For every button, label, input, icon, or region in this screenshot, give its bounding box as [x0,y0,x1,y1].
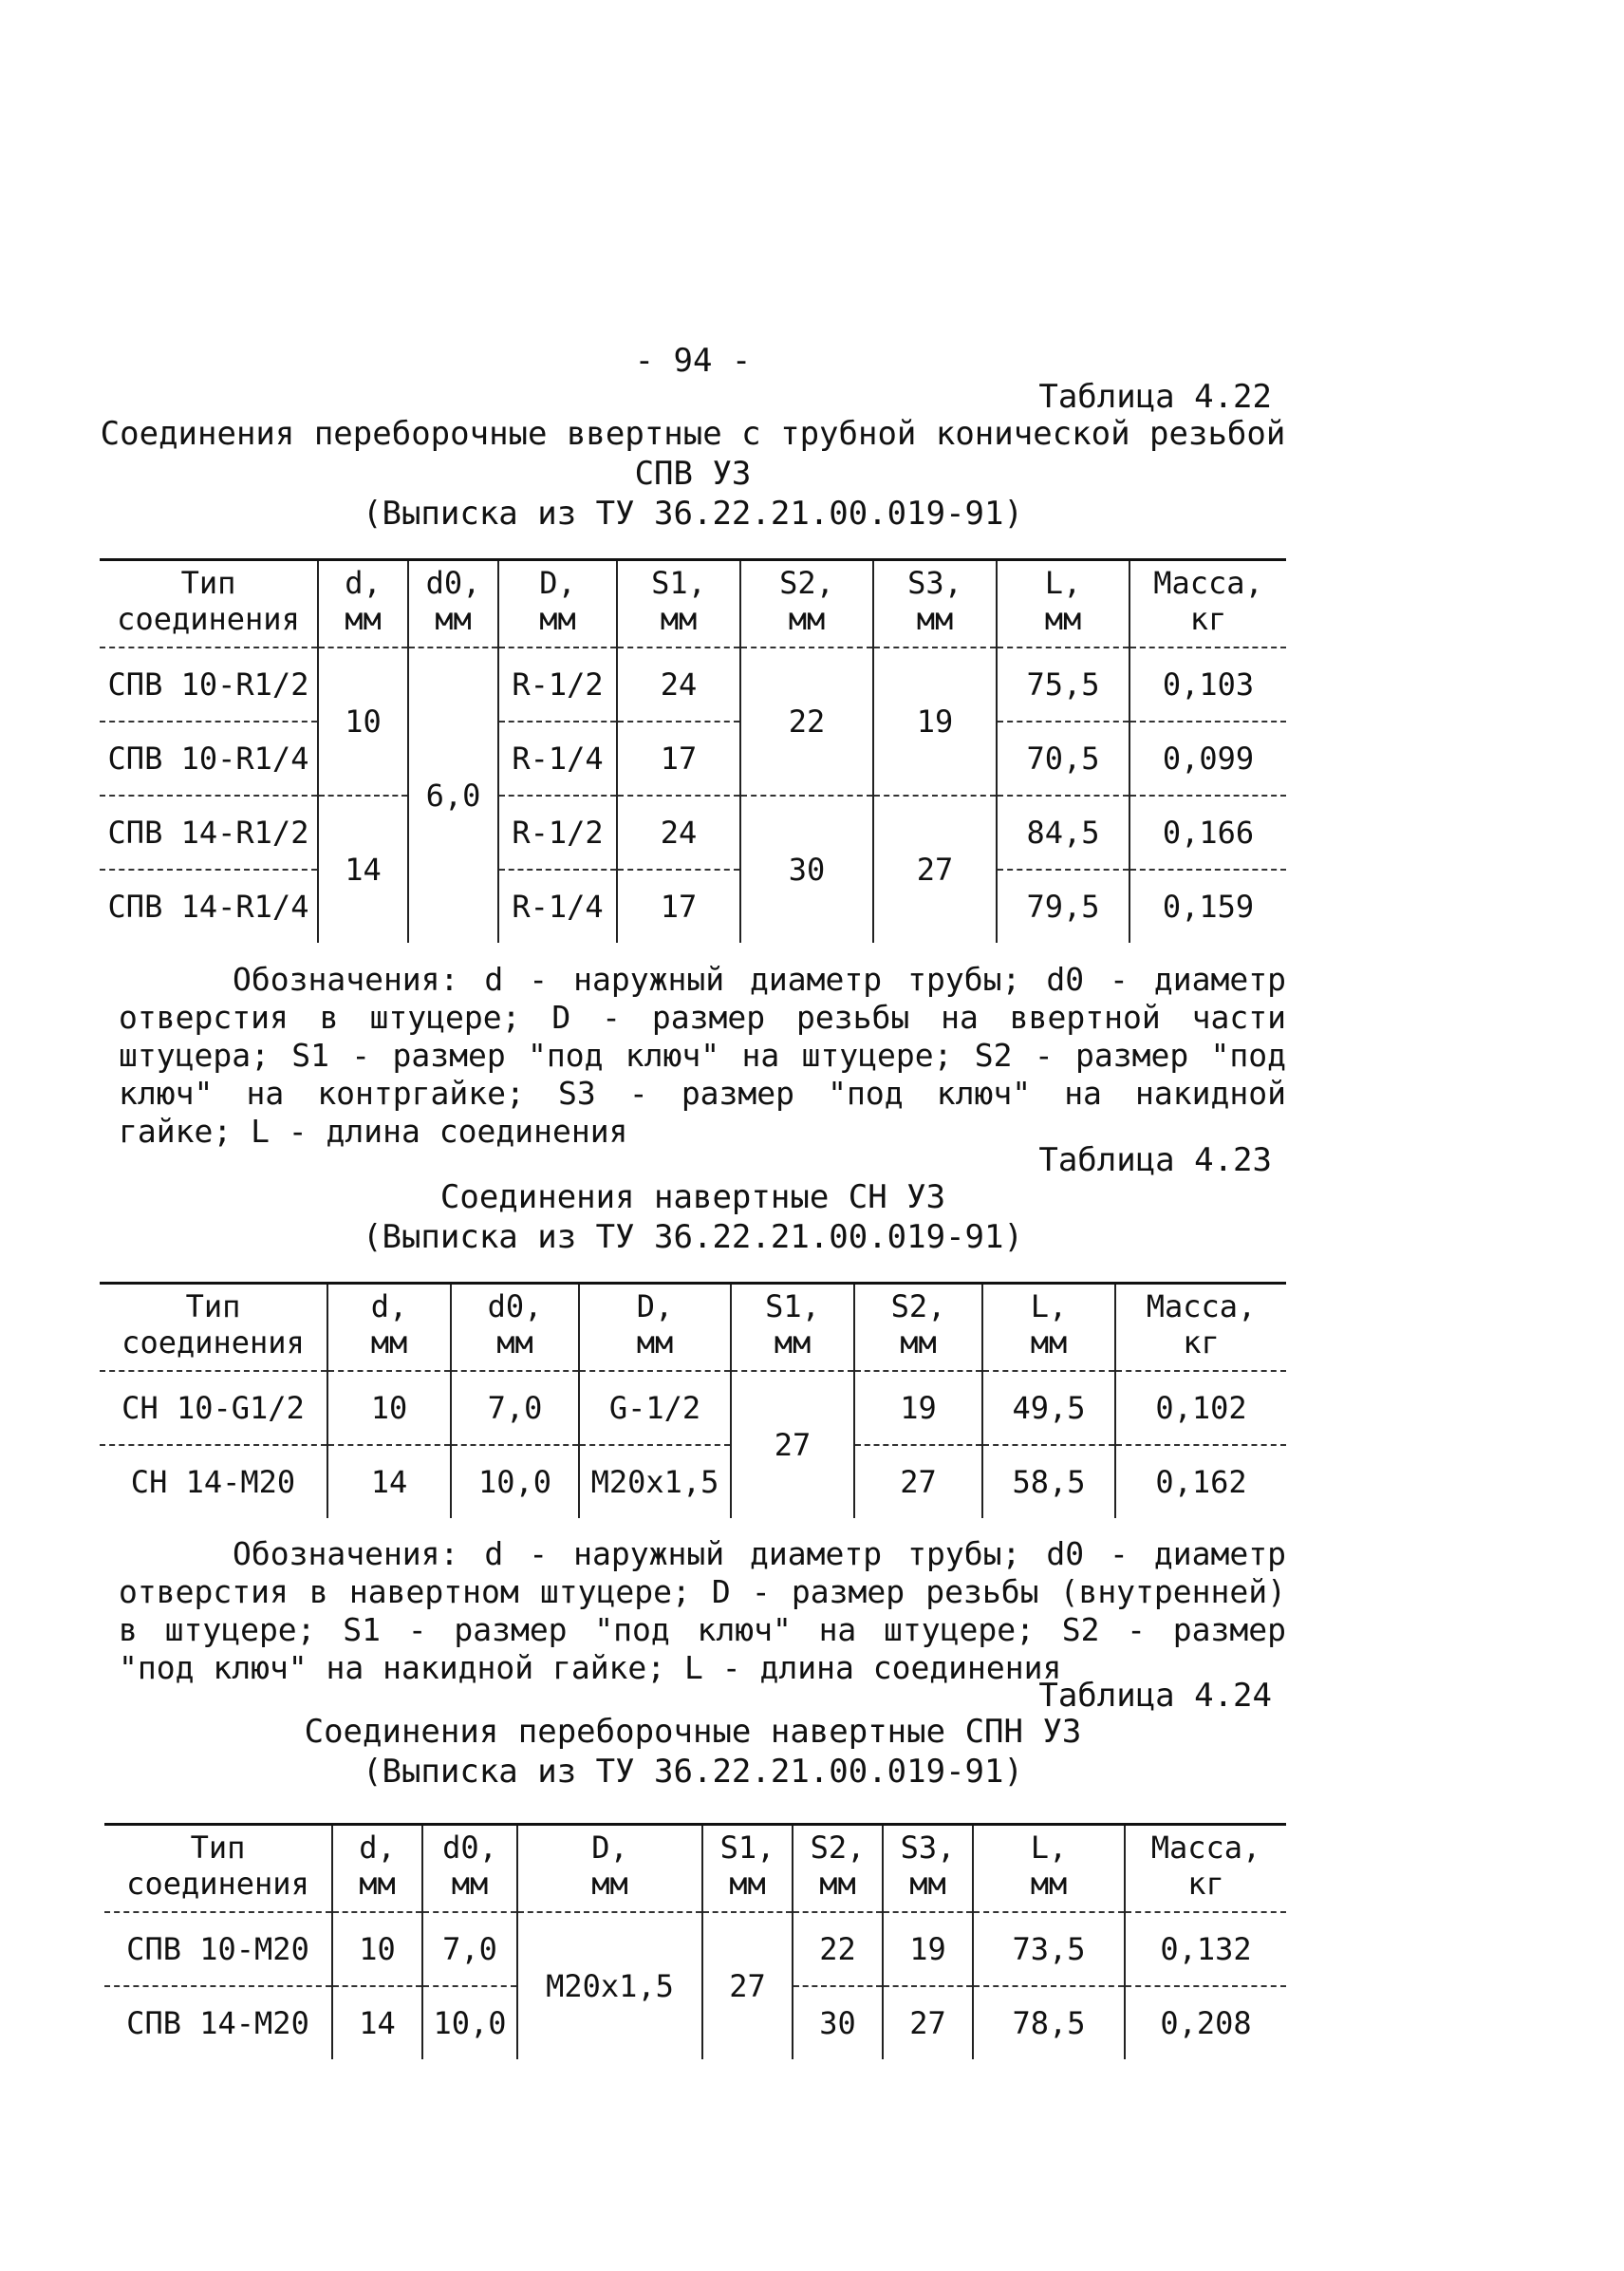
cell-D: М20х1,5 [517,1912,702,2059]
table-row [100,648,1286,722]
table-4-22 [100,558,1286,943]
cell-mass: 0,159 [1129,870,1286,943]
col-unit-d: мм [332,1866,422,1912]
col-header-type: Тип [100,560,318,602]
cell-d: 10 [332,1912,422,1986]
cell-d: 14 [318,796,408,943]
cell-mass: 0,099 [1129,722,1286,796]
col-header-d: d, [327,1284,451,1325]
col-unit-type: соединения [100,1324,327,1371]
table-title-line: Соединения переборочные ввертные с трубной конической резьбой [100,415,1286,453]
col-header-d0: d0, [451,1284,579,1325]
cell-mass: 0,162 [1115,1445,1286,1518]
cell-D: R-1/2 [498,796,617,870]
table-row [100,1445,1286,1518]
cell-S2: 22 [793,1912,883,1986]
table-title-line: (Выписка из ТУ 36.22.21.00.019-91) [363,1753,1023,1791]
col-unit-d: мм [327,1324,451,1371]
col-unit-mass: кг [1125,1866,1286,1912]
cell-d0: 10,0 [451,1445,579,1518]
col-header-S2: S2, [793,1825,883,1867]
col-unit-L: мм [997,601,1129,648]
cell-mass: 0,208 [1125,1986,1286,2059]
col-header-type: Тип [100,1284,327,1325]
cell-d0: 6,0 [408,648,498,943]
col-header-S2: S2, [740,560,873,602]
cell-mass: 0,102 [1115,1371,1286,1445]
table-title-line: Соединения навертные СН УЗ [439,1178,946,1216]
col-unit-S2: мм [854,1324,982,1371]
cell-d: 10 [318,648,408,796]
cell-S2: 22 [740,648,873,796]
table-row [100,870,1286,943]
cell-mass: 0,166 [1129,796,1286,870]
col-header-S1: S1, [617,560,740,602]
col-header-S3: S3, [883,1825,973,1867]
col-header-L: L, [982,1284,1115,1325]
cell-type: СН 10-G1/2 [100,1371,327,1445]
col-header-S2: S2, [854,1284,982,1325]
col-header-d0: d0, [408,560,498,602]
table-row [100,796,1286,870]
table-caption-4-24: Таблица 4.24 [1038,1677,1272,1715]
cell-type: СПВ 10-R1/4 [100,722,318,796]
cell-d: 14 [332,1986,422,2059]
cell-S1: 24 [617,648,740,722]
cell-L: 58,5 [982,1445,1115,1518]
cell-L: 73,5 [973,1912,1125,1986]
cell-S2: 30 [793,1986,883,2059]
col-header-mass: Масса, [1125,1825,1286,1867]
table-title-line: (Выписка из ТУ 36.22.21.00.019-91) [363,495,1023,533]
cell-D: R-1/4 [498,870,617,943]
cell-d0: 7,0 [422,1912,517,1986]
table-title-line: (Выписка из ТУ 36.22.21.00.019-91) [363,1218,1023,1256]
cell-d: 14 [327,1445,451,1518]
page-number: - 94 - [634,342,752,380]
cell-d0: 7,0 [451,1371,579,1445]
col-header-d: d, [332,1825,422,1867]
notes-4-23: Обозначения: d - наружный диаметр трубы; d0 - диаметр отверстия в навертном штуцере; D - размер резьбы (внутренней) в штуцере; S1 - размер "под ключ" на штуцере; S2 - размер "под ключ" на накидной гайке; L - длина соединения [119,1535,1286,1686]
col-unit-type: соединения [104,1866,332,1912]
col-header-d: d, [318,560,408,602]
col-header-D: D, [517,1825,702,1867]
cell-L: 84,5 [997,796,1129,870]
cell-L: 75,5 [997,648,1129,722]
col-header-D: D, [579,1284,731,1325]
cell-L: 78,5 [973,1986,1125,2059]
col-header-L: L, [997,560,1129,602]
cell-L: 79,5 [997,870,1129,943]
cell-S3: 27 [883,1986,973,2059]
table-title-line: СПВ УЗ [634,455,752,493]
col-header-S3: S3, [873,560,997,602]
cell-type: СПВ 14-М20 [126,2005,309,2041]
cell-S2: 27 [854,1445,982,1518]
cell-D: М20х1,5 [579,1445,731,1518]
col-unit-d0: мм [408,601,498,648]
col-unit-D: мм [517,1866,702,1912]
cell-d: 10 [327,1371,451,1445]
col-unit-S2: мм [740,601,873,648]
cell-type: СПВ 10-R1/2 [100,648,318,722]
col-unit-D: мм [498,601,617,648]
cell-D: G-1/2 [579,1371,731,1445]
cell-S1: 17 [617,722,740,796]
cell-L: 70,5 [997,722,1129,796]
table-row [100,1371,1286,1445]
cell-D: R-1/2 [498,648,617,722]
table-4-24 [104,1823,1286,2059]
cell-D: R-1/4 [498,722,617,796]
table-row [100,722,1286,796]
col-unit-S2: мм [793,1866,883,1912]
col-unit-S3: мм [883,1866,973,1912]
notes-4-22: Обозначения: d - наружный диаметр трубы; d0 - диаметр отверстия в штуцере; D - размер резьбы на ввертной части штуцера; S1 - размер "под ключ" на штуцере; S2 - размер "под ключ" на контргайке; S3 - размер "под ключ" на накидной гайке; L - длина соединения [119,961,1286,1150]
col-unit-S1: мм [617,601,740,648]
col-unit-d: мм [318,601,408,648]
table-row [104,1912,1286,1986]
cell-S1: 27 [731,1371,854,1518]
cell-S3: 27 [873,796,997,943]
table-4-23 [100,1282,1286,1518]
table-title-4-24 [95,1712,1291,1792]
col-unit-D: мм [579,1324,731,1371]
cell-mass: 0,103 [1129,648,1286,722]
col-unit-L: мм [982,1324,1115,1371]
cell-S2: 30 [740,796,873,943]
cell-type: СПВ 14-R1/4 [107,889,309,925]
col-header-mass: Масса, [1129,560,1286,602]
cell-S1: 17 [617,870,740,943]
col-header-L: L, [973,1825,1125,1867]
table-caption-4-23: Таблица 4.23 [1038,1141,1272,1179]
cell-S3: 19 [873,648,997,796]
cell-L: 49,5 [982,1371,1115,1445]
col-header-S1: S1, [702,1825,793,1867]
col-header-D: D, [498,560,617,602]
col-unit-mass: кг [1129,601,1286,648]
col-unit-d0: мм [451,1324,579,1371]
cell-type: СН 14-М20 [130,1464,296,1500]
table-title-4-22 [95,414,1291,534]
cell-type: СПВ 10-М20 [104,1912,332,1986]
col-unit-d0: мм [422,1866,517,1912]
table-title-4-23 [95,1177,1291,1257]
cell-S1: 27 [702,1912,793,2059]
col-unit-type: соединения [100,601,318,648]
cell-d0: 10,0 [422,1986,517,2059]
table-caption-4-22: Таблица 4.22 [1038,378,1272,416]
col-header-d0: d0, [422,1825,517,1867]
col-unit-S3: мм [873,601,997,648]
cell-S2: 19 [854,1371,982,1445]
cell-S3: 19 [883,1912,973,1986]
col-header-mass: Масса, [1115,1284,1286,1325]
col-unit-S1: мм [731,1324,854,1371]
col-unit-L: мм [973,1866,1125,1912]
cell-type: СПВ 14-R1/2 [100,796,318,870]
cell-S1: 24 [617,796,740,870]
col-header-S1: S1, [731,1284,854,1325]
col-header-type: Тип [104,1825,332,1867]
col-unit-S1: мм [702,1866,793,1912]
cell-mass: 0,132 [1125,1912,1286,1986]
col-unit-mass: кг [1115,1324,1286,1371]
table-title-line: Соединения переборочные навертные СПН УЗ [304,1713,1082,1751]
